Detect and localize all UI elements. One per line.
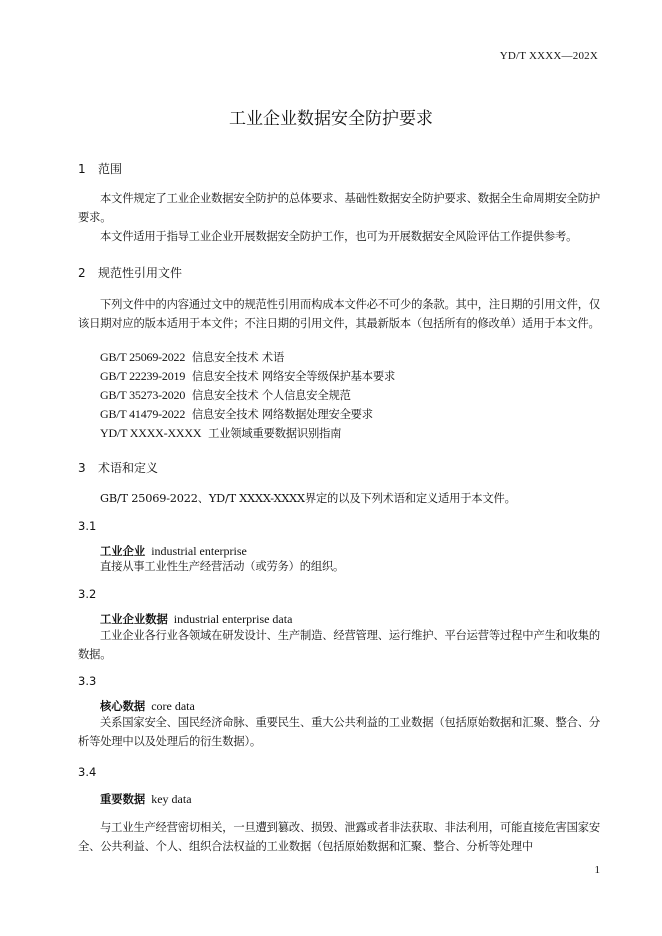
clause-number: 3.1 — [78, 519, 97, 533]
reference-item — [100, 368, 395, 384]
section-number: 3 — [78, 461, 86, 475]
term-definition: 关系国家安全、国民经济命脉、重要民生、重大公共利益的工业数据（包括原始数据和汇聚、整合、分析等处理中以及处理后的衍生数据）。 — [78, 716, 600, 748]
section-title: 范围 — [98, 162, 123, 176]
reference-item — [100, 387, 351, 403]
term-entry — [100, 698, 195, 714]
terms-intro: GB/T 25069-2022、YD/T XXXX-XXXX界定的以及下列术语和定义适用于本文件。 — [100, 492, 516, 505]
reference-code: GB/T 25069-2022 — [100, 350, 186, 364]
reference-name: 信息安全技术 术语 — [191, 351, 285, 364]
term-en: key data — [151, 792, 192, 806]
reference-code: GB/T 41479-2022 — [100, 407, 186, 421]
scope-paragraph-1: 本文件规定了工业企业数据安全防护的总体要求、基础性数据安全防护要求、数据全生命周期安全防护要求。 — [78, 192, 600, 224]
term-zh: 工业企业 — [100, 545, 146, 558]
section-title: 术语和定义 — [98, 461, 159, 475]
section-number: 2 — [78, 266, 86, 280]
term-zh: 工业企业数据 — [100, 613, 168, 626]
reference-item — [100, 425, 341, 441]
term-zh: 核心数据 — [100, 700, 146, 713]
term-definition: 工业企业各行业各领域在研发设计、生产制造、经营管理、运行维护、平台运营等过程中产生和收集的数据。 — [78, 629, 600, 661]
reference-name: 工业领域重要数据识别指南 — [208, 427, 342, 440]
section-heading-scope — [78, 160, 122, 177]
scope-paragraph-2: 本文件适用于指导工业企业开展数据安全防护工作，也可为开展数据安全风险评估工作提供参考。 — [100, 230, 578, 243]
term-definition: 直接从事工业性生产经营活动（或劳务）的组织。 — [100, 560, 345, 573]
term-entry — [100, 791, 192, 807]
reference-item — [100, 349, 284, 365]
reference-name: 信息安全技术 网络安全等级保护基本要求 — [191, 370, 396, 383]
reference-code: YD/T XXXX-XXXX — [100, 426, 202, 440]
section-title: 规范性引用文件 — [98, 266, 183, 280]
term-en: industrial enterprise data — [173, 612, 293, 626]
section-number: 1 — [78, 162, 86, 176]
page-number: 1 — [594, 864, 600, 876]
section-heading-terms — [78, 459, 158, 476]
term-en: core data — [151, 699, 195, 713]
clause-number: 3.3 — [78, 674, 97, 688]
clause-number: 3.4 — [78, 765, 97, 779]
term-entry — [100, 611, 292, 627]
section-heading-normative — [78, 264, 182, 281]
reference-name: 信息安全技术 网络数据处理安全要求 — [191, 408, 373, 421]
term-en: industrial enterprise — [151, 544, 247, 558]
document-title: 工业企业数据安全防护要求 — [229, 109, 433, 129]
document-code: YD/T XXXX—202X — [499, 50, 598, 62]
reference-code: GB/T 22239-2019 — [100, 369, 186, 383]
clause-number: 3.2 — [78, 587, 97, 601]
reference-name: 信息安全技术 个人信息安全规范 — [191, 389, 351, 402]
term-zh: 重要数据 — [100, 793, 146, 806]
reference-code: GB/T 35273-2020 — [100, 388, 186, 402]
term-definition: 与工业生产经营密切相关，一旦遭到篡改、损毁、泄露或者非法获取、非法利用，可能直接危害国家安全、公共利益、个人、组织合法权益的工业数据（包括原始数据和汇聚、整合、分析等处理中 — [78, 821, 600, 853]
normative-paragraph: 下列文件中的内容通过文中的规范性引用而构成本文件必不可少的条款。其中，注日期的引用文件，仅该日期对应的版本适用于本文件；不注日期的引用文件，其最新版本（包括所有的修改单）适用于本文件。 — [78, 298, 600, 330]
reference-item — [100, 406, 373, 422]
